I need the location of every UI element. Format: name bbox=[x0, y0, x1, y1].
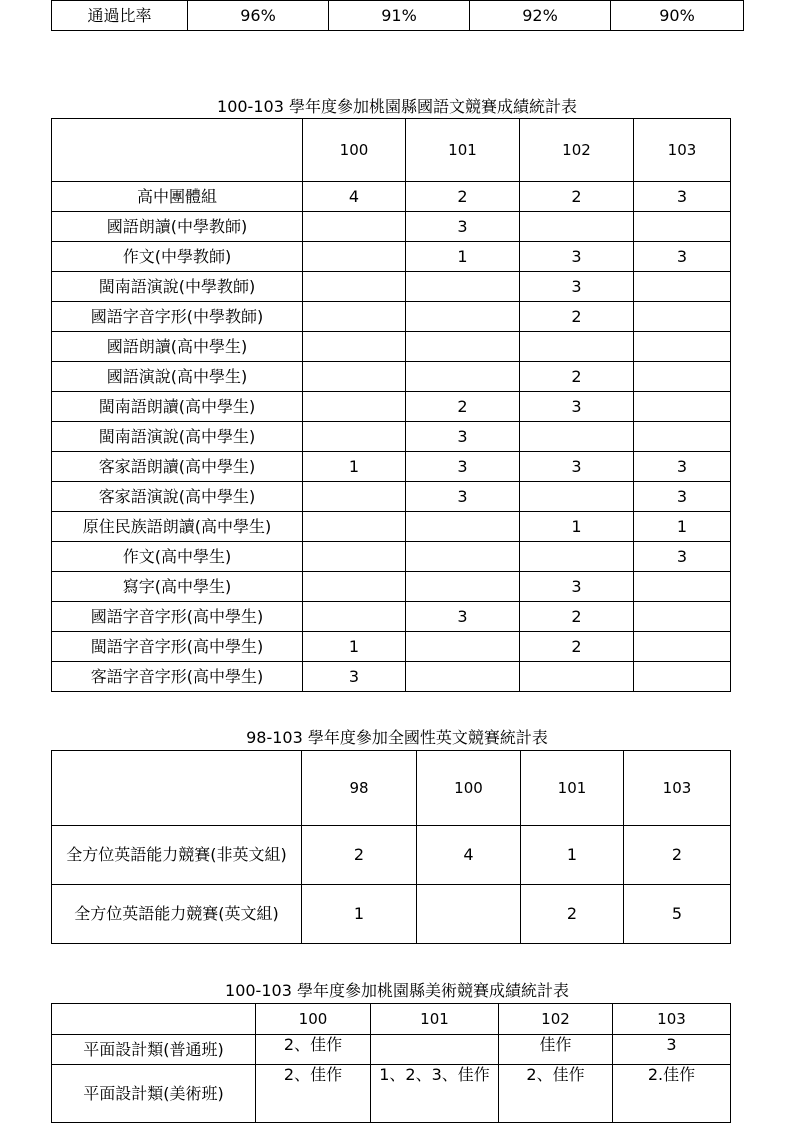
value-cell: 3 bbox=[406, 452, 520, 482]
row-label: 原住民族語朗讀(高中學生) bbox=[52, 512, 303, 542]
row-label: 閩語字音字形(高中學生) bbox=[52, 632, 303, 662]
art-competition-table bbox=[51, 1003, 731, 1123]
corner-cell bbox=[52, 1004, 256, 1035]
value-cell bbox=[303, 242, 406, 272]
value-cell bbox=[634, 212, 731, 242]
value-cell bbox=[520, 422, 634, 452]
value-cell: 2 bbox=[520, 602, 634, 632]
mandarin-competition-table bbox=[51, 118, 731, 692]
year-header: 103 bbox=[613, 1004, 731, 1035]
row-label: 全方位英語能力競賽(非英文組) bbox=[52, 826, 302, 885]
table-row bbox=[52, 392, 731, 422]
row-label: 平面設計類(美術班) bbox=[52, 1065, 256, 1123]
year-header: 100 bbox=[256, 1004, 371, 1035]
value-cell bbox=[520, 332, 634, 362]
value-cell: 2 bbox=[520, 182, 634, 212]
header-row bbox=[52, 751, 731, 826]
value-cell: 3 bbox=[406, 422, 520, 452]
value-cell: 1 bbox=[521, 826, 624, 885]
value-cell bbox=[634, 422, 731, 452]
row-label: 平面設計類(普通班) bbox=[52, 1035, 256, 1065]
table-row bbox=[52, 302, 731, 332]
value-cell bbox=[406, 572, 520, 602]
value-cell: 2 bbox=[521, 885, 624, 944]
value-cell: 2、佳作 bbox=[256, 1065, 371, 1123]
value-cell bbox=[371, 1035, 499, 1065]
table-row bbox=[52, 572, 731, 602]
value-cell: 3 bbox=[303, 662, 406, 692]
value-cell: 3 bbox=[520, 242, 634, 272]
row-label: 客家語演說(高中學生) bbox=[52, 482, 303, 512]
value-cell: 2 bbox=[520, 362, 634, 392]
value-cell: 3 bbox=[634, 182, 731, 212]
table-row bbox=[52, 182, 731, 212]
value-cell bbox=[303, 362, 406, 392]
table-row bbox=[52, 272, 731, 302]
table-row bbox=[52, 452, 731, 482]
value-cell: 3 bbox=[406, 482, 520, 512]
value-cell bbox=[634, 392, 731, 422]
value-cell bbox=[406, 632, 520, 662]
value-cell: 3 bbox=[634, 542, 731, 572]
value-cell bbox=[303, 272, 406, 302]
table-row bbox=[52, 826, 731, 885]
value-cell: 2 bbox=[520, 632, 634, 662]
value-cell bbox=[634, 362, 731, 392]
value-cell bbox=[634, 272, 731, 302]
row-label: 高中團體組 bbox=[52, 182, 303, 212]
table-row bbox=[52, 422, 731, 452]
value-cell: 3 bbox=[520, 452, 634, 482]
value-cell bbox=[303, 542, 406, 572]
row-label: 閩南語演說(中學教師) bbox=[52, 272, 303, 302]
table1-body bbox=[52, 182, 731, 692]
table-row bbox=[52, 212, 731, 242]
value-cell bbox=[406, 512, 520, 542]
table1-title: 100-103 學年度參加桃園縣國語文競賽成績統計表 bbox=[217, 97, 577, 116]
table-row bbox=[52, 1, 744, 31]
year-header: 101 bbox=[521, 751, 624, 826]
value-cell: 佳作 bbox=[499, 1035, 613, 1065]
value-cell bbox=[303, 422, 406, 452]
value-cell: 1 bbox=[302, 885, 417, 944]
value-cell: 3 bbox=[520, 272, 634, 302]
year-header: 101 bbox=[371, 1004, 499, 1035]
value-cell bbox=[303, 512, 406, 542]
value-cell: 1 bbox=[303, 452, 406, 482]
value-cell bbox=[520, 482, 634, 512]
row-label: 閩南語演說(高中學生) bbox=[52, 422, 303, 452]
english-competition-table bbox=[51, 750, 731, 944]
value-cell bbox=[406, 272, 520, 302]
value-cell bbox=[406, 362, 520, 392]
value-cell: 3 bbox=[613, 1035, 731, 1065]
value-cell bbox=[520, 542, 634, 572]
row-label: 國語字音字形(高中學生) bbox=[52, 602, 303, 632]
value-cell: 1 bbox=[520, 512, 634, 542]
value-cell: 4 bbox=[417, 826, 521, 885]
value-cell: 2、佳作 bbox=[499, 1065, 613, 1123]
table-row bbox=[52, 1035, 731, 1065]
value-cell: 3 bbox=[406, 602, 520, 632]
value-cell bbox=[303, 302, 406, 332]
table-row bbox=[52, 662, 731, 692]
value-cell bbox=[303, 482, 406, 512]
row-label: 閩南語朗讀(高中學生) bbox=[52, 392, 303, 422]
value-cell: 1 bbox=[303, 632, 406, 662]
value-cell bbox=[634, 332, 731, 362]
value-cell: 2 bbox=[302, 826, 417, 885]
year-header: 103 bbox=[634, 119, 731, 182]
pass-rate-label: 通過比率 bbox=[52, 1, 188, 31]
value-cell bbox=[303, 602, 406, 632]
value-cell: 2 bbox=[520, 302, 634, 332]
table-row bbox=[52, 512, 731, 542]
value-cell: 3 bbox=[634, 242, 731, 272]
value-cell bbox=[303, 392, 406, 422]
value-cell: 2.佳作 bbox=[613, 1065, 731, 1123]
table-row bbox=[52, 602, 731, 632]
table-row bbox=[52, 885, 731, 944]
row-label: 寫字(高中學生) bbox=[52, 572, 303, 602]
value-cell: 1 bbox=[406, 242, 520, 272]
table-row bbox=[52, 542, 731, 572]
value-cell: 2 bbox=[406, 392, 520, 422]
row-label: 作文(中學教師) bbox=[52, 242, 303, 272]
value-cell: 1 bbox=[634, 512, 731, 542]
value-cell bbox=[303, 212, 406, 242]
value-cell bbox=[406, 332, 520, 362]
value-cell: 2 bbox=[406, 182, 520, 212]
header-row bbox=[52, 119, 731, 182]
value-cell bbox=[634, 602, 731, 632]
value-cell: 3 bbox=[406, 212, 520, 242]
value-cell bbox=[406, 662, 520, 692]
row-label: 國語朗讀(中學教師) bbox=[52, 212, 303, 242]
value-cell bbox=[406, 542, 520, 572]
table-row bbox=[52, 1065, 731, 1123]
pass-rate-table bbox=[51, 0, 744, 31]
row-label: 全方位英語能力競賽(英文組) bbox=[52, 885, 302, 944]
value-cell bbox=[634, 572, 731, 602]
year-header: 101 bbox=[406, 119, 520, 182]
value-cell bbox=[634, 302, 731, 332]
table-row bbox=[52, 482, 731, 512]
value-cell bbox=[417, 885, 521, 944]
value-cell: 2 bbox=[624, 826, 731, 885]
pass-rate-value: 92% bbox=[470, 1, 611, 31]
table3-title: 100-103 學年度參加桃園縣美術競賽成績統計表 bbox=[225, 981, 569, 1000]
table-row bbox=[52, 242, 731, 272]
row-label: 國語朗讀(高中學生) bbox=[52, 332, 303, 362]
header-row bbox=[52, 1004, 731, 1035]
corner-cell bbox=[52, 119, 303, 182]
year-header: 103 bbox=[624, 751, 731, 826]
table-row bbox=[52, 362, 731, 392]
year-header: 100 bbox=[303, 119, 406, 182]
row-label: 作文(高中學生) bbox=[52, 542, 303, 572]
value-cell bbox=[406, 302, 520, 332]
year-header: 100 bbox=[417, 751, 521, 826]
value-cell bbox=[520, 212, 634, 242]
value-cell: 3 bbox=[634, 482, 731, 512]
year-header: 98 bbox=[302, 751, 417, 826]
value-cell bbox=[303, 572, 406, 602]
value-cell: 3 bbox=[520, 392, 634, 422]
value-cell bbox=[634, 632, 731, 662]
pass-rate-value: 96% bbox=[188, 1, 329, 31]
value-cell: 5 bbox=[624, 885, 731, 944]
table-row bbox=[52, 332, 731, 362]
row-label: 客語字音字形(高中學生) bbox=[52, 662, 303, 692]
pass-rate-value: 90% bbox=[611, 1, 744, 31]
table2-title: 98-103 學年度參加全國性英文競賽統計表 bbox=[246, 728, 548, 747]
row-label: 國語字音字形(中學教師) bbox=[52, 302, 303, 332]
year-header: 102 bbox=[520, 119, 634, 182]
value-cell: 3 bbox=[634, 452, 731, 482]
value-cell bbox=[520, 662, 634, 692]
table-row bbox=[52, 632, 731, 662]
row-label: 客家語朗讀(高中學生) bbox=[52, 452, 303, 482]
pass-rate-value: 91% bbox=[329, 1, 470, 31]
value-cell: 3 bbox=[520, 572, 634, 602]
corner-cell bbox=[52, 751, 302, 826]
table2-body bbox=[52, 826, 731, 944]
value-cell bbox=[303, 332, 406, 362]
value-cell: 2、佳作 bbox=[256, 1035, 371, 1065]
table3-body bbox=[52, 1035, 731, 1123]
value-cell: 4 bbox=[303, 182, 406, 212]
year-header: 102 bbox=[499, 1004, 613, 1035]
row-label: 國語演說(高中學生) bbox=[52, 362, 303, 392]
value-cell: 1、2、3、佳作 bbox=[371, 1065, 499, 1123]
value-cell bbox=[634, 662, 731, 692]
